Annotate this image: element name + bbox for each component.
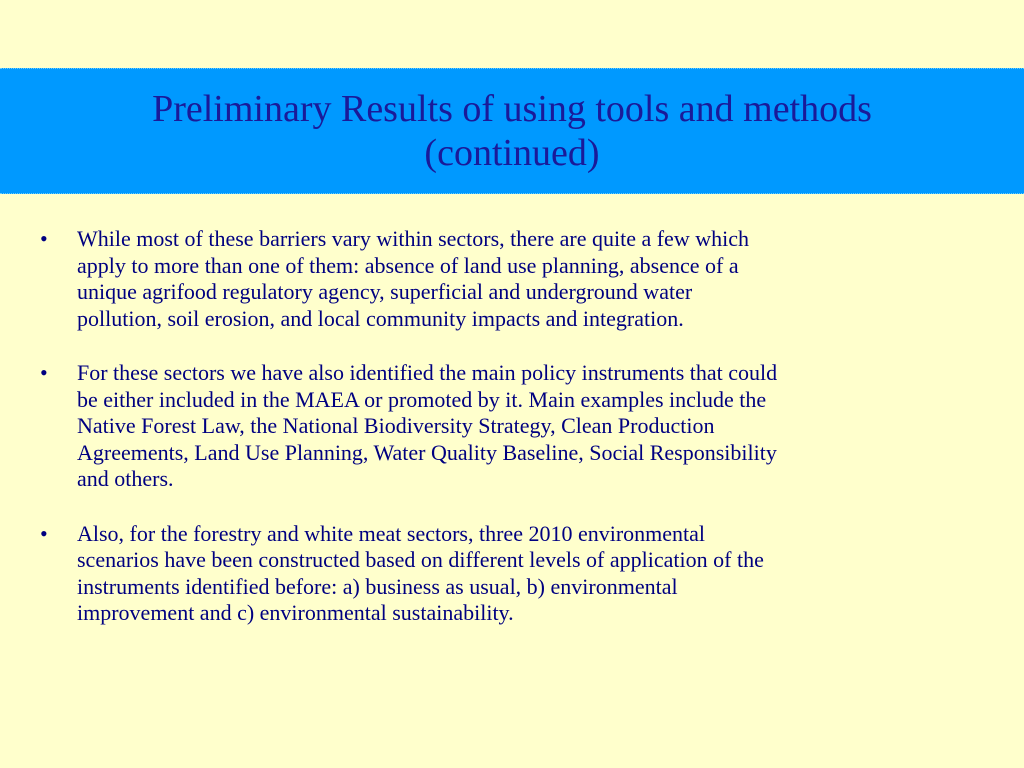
slide-title-line-1: Preliminary Results of using tools and methods	[152, 88, 872, 130]
slide-title-line-2: (continued)	[424, 132, 600, 174]
bullet-text-line: Native Forest Law, the National Biodiversity Strategy, Clean Production	[77, 413, 715, 438]
bullet-item	[40, 360, 990, 493]
bullet-text-line: unique agrifood regulatory agency, superficial and underground water	[77, 279, 693, 304]
bullet-text-line: instruments identified before: a) business as usual, b) environmental	[77, 573, 678, 599]
bullet-text-line: For these sectors we have also identified the main policy instruments that could	[77, 360, 778, 385]
bullet-text-line: scenarios have been constructed based on different levels of application of the	[77, 547, 764, 572]
title-bar	[0, 68, 1024, 194]
bullet-text-line: pollution, soil erosion, and local community impacts and integration.	[77, 305, 684, 331]
bullet-item	[40, 226, 990, 332]
bullet-text-line: improvement and c) environmental sustainability.	[77, 600, 514, 625]
bullet-text-line: be either included in the MAEA or promoted by it. Main examples include the	[77, 386, 767, 412]
bullet-list	[40, 226, 990, 655]
bullet-text-line: Also, for the forestry and white meat sectors, three 2010 environmental	[77, 520, 706, 546]
bullet-item	[40, 521, 990, 627]
bullet-marker: •	[40, 520, 48, 546]
bullet-text-line: apply to more than one of them: absence of land use planning, absence of a	[77, 252, 739, 278]
bullet-marker: •	[40, 226, 48, 251]
bullet-text-line: Agreements, Land Use Planning, Water Quality Baseline, Social Responsibility	[77, 439, 777, 465]
bullet-text-line: and others.	[77, 466, 174, 491]
bullet-marker: •	[40, 360, 48, 385]
bullet-text-line: While most of these barriers vary within sectors, there are quite a few which	[77, 226, 749, 251]
